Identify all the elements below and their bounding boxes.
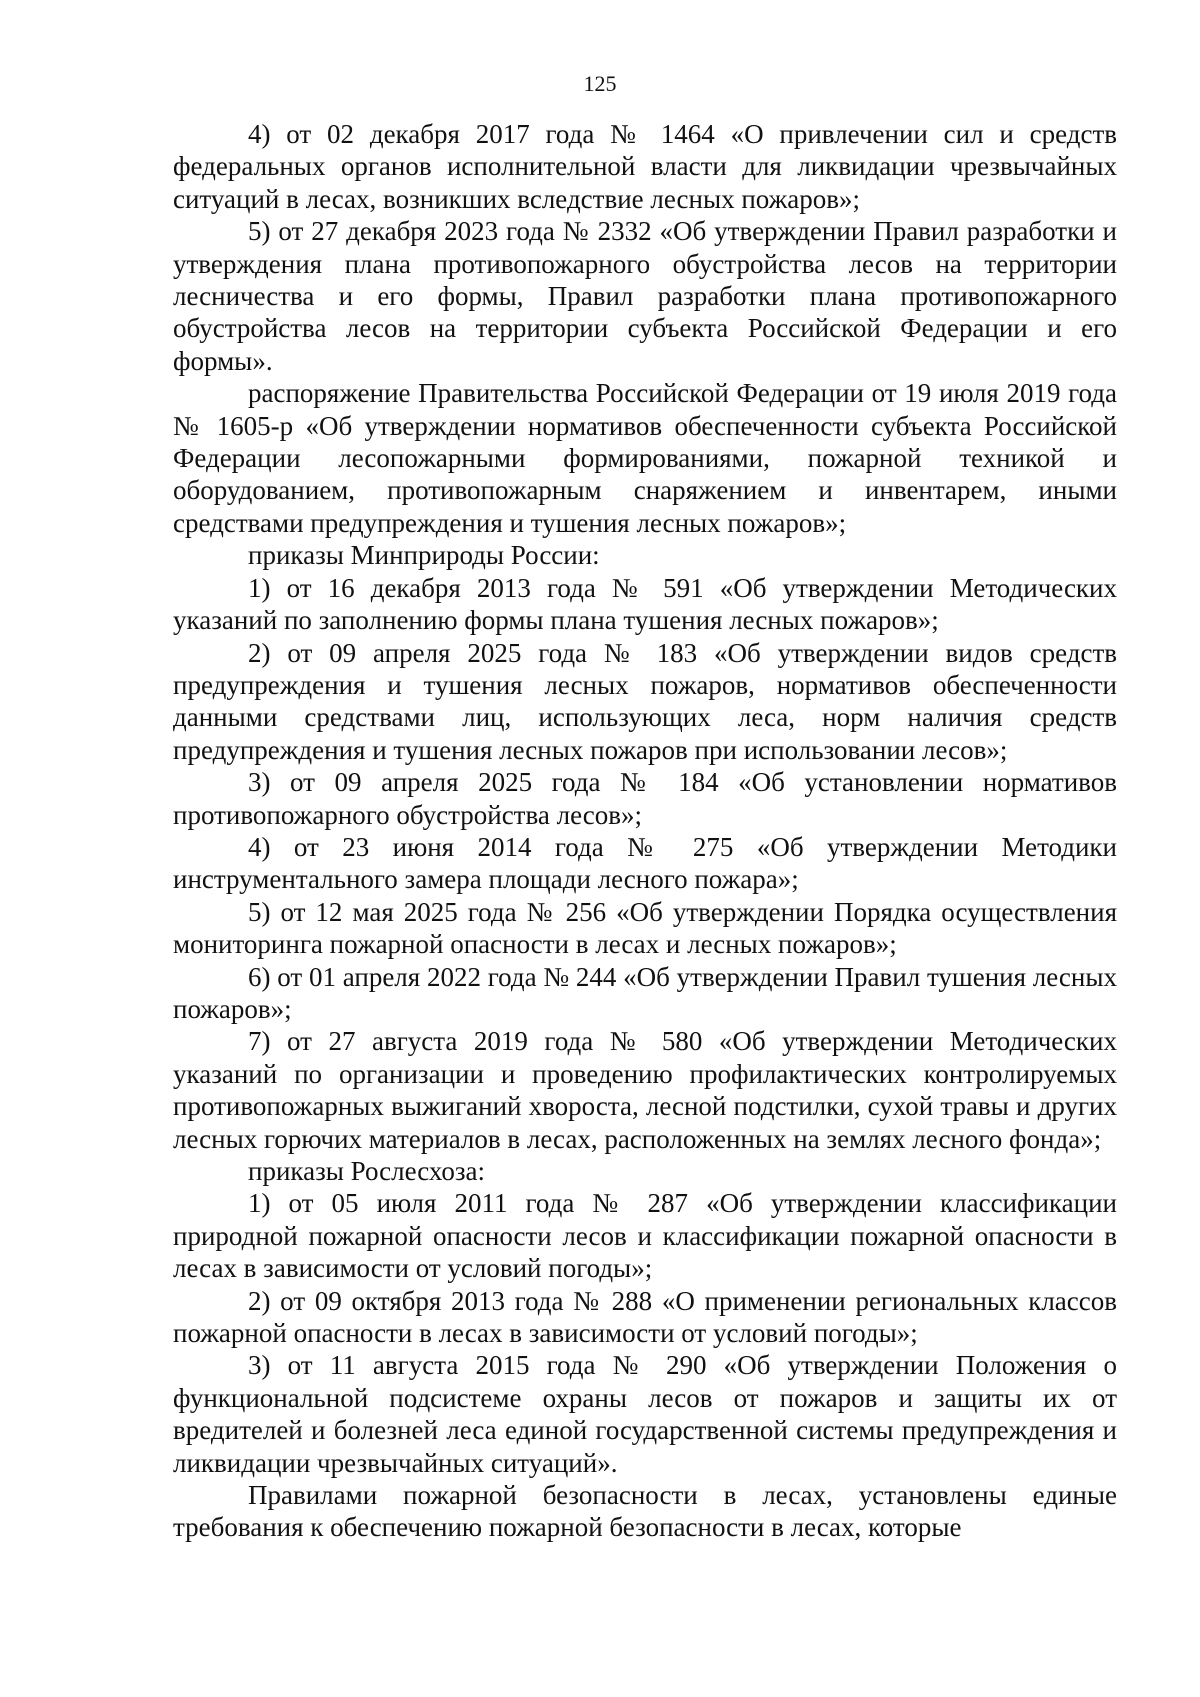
paragraph-order-580: 7) от 27 августа 2019 года № 580 «Об утверждении Методических указаний по организации и проведению профилактических контролируемых противопожарных выжиганий хвороста, лесной подстилки, сухой травы и других лесных горючих материалов в лесах, расположенных на землях лесного фонда»; [173, 1026, 1117, 1154]
paragraph-directive-1605r: распоряжение Правительства Российской Федерации от 19 июля 2019 года № 1605-р «Об утверждении нормативов обеспеченности субъекта Российской Федерации лесопожарными формированиями, пожарной техникой и оборудованием, противопожарным снаряжением и инвентарем, иными средствами предупреждения и тушения лесных пожаров»; [173, 378, 1117, 538]
paragraph-order-244: 6) от 01 апреля 2022 года № 244 «Об утверждении Правил тушения лесных пожаров»; [173, 961, 1117, 1024]
paragraph-order-275: 4) от 23 июня 2014 года № 275 «Об утверждении Методики инструментального замера площади лесного пожара»; [173, 831, 1117, 895]
paragraph-order-1464: 4) от 02 декабря 2017 года № 1464 «О привлечении сил и средств федеральных органов исполнительной власти для ликвидации чрезвычайных ситуаций в лесах, возникших вследствие лесных пожаров»; [173, 119, 1117, 214]
paragraph-order-287: 1) от 05 июля 2011 года № 287 «Об утверждении классификации природной пожарной опасности лесов и классификации пожарной опасности в лесах в зависимости от условий погоды»; [173, 1188, 1117, 1284]
paragraph-order-290: 3) от 11 августа 2015 года № 290 «Об утверждении Положения о функциональной подсистеме охраны лесов от пожаров и защиты их от вредителей и болезней леса единой государственной системы предупреждения и ликвидации чрезвычайных ситуаций». [173, 1350, 1117, 1478]
body-text [173, 118, 1117, 1544]
heading-rosleshoz-orders: приказы Рослесхоза: [248, 1156, 486, 1186]
heading-minprirody-orders: приказы Минприроды России: [248, 540, 600, 571]
paragraph-order-288: 2) от 09 октября 2013 года № 288 «О применении региональных классов пожарной опасности в лесах в зависимости от условий погоды»; [173, 1285, 1117, 1349]
page-number: 125 [583, 71, 617, 96]
paragraph-fire-safety-rules: Правилами пожарной безопасности в лесах, установлены единые требования к обеспечению пожарной безопасности в лесах, которые [173, 1480, 1117, 1543]
paragraph-order-2332: 5) от 27 декабря 2023 года № 2332 «Об утверждении Правил разработки и утверждения плана противопожарного обустройства лесов на территории лесничества и его формы, Правил разработки плана противопожарного обустройства лесов на территории субъекта Российской Федерации и его формы». [173, 216, 1117, 376]
paragraph-order-183: 2) от 09 апреля 2025 года № 183 «Об утверждении видов средств предупреждения и тушения лесных пожаров, нормативов обеспеченности данными средствами лиц, использующих леса, норм наличия средств предупреждения и тушения лесных пожаров при использовании лесов»; [173, 637, 1117, 765]
paragraph-order-256: 5) от 12 мая 2025 года № 256 «Об утверждении Порядка осуществления мониторинга пожарной опасности в лесах и лесных пожаров»; [173, 896, 1117, 960]
paragraph-order-591: 1) от 16 декабря 2013 года № 591 «Об утверждении Методических указаний по заполнению формы плана тушения лесных пожаров»; [173, 572, 1117, 636]
paragraph-order-184: 3) от 09 апреля 2025 года № 184 «Об установлении нормативов противопожарного обустройства лесов»; [173, 767, 1117, 830]
